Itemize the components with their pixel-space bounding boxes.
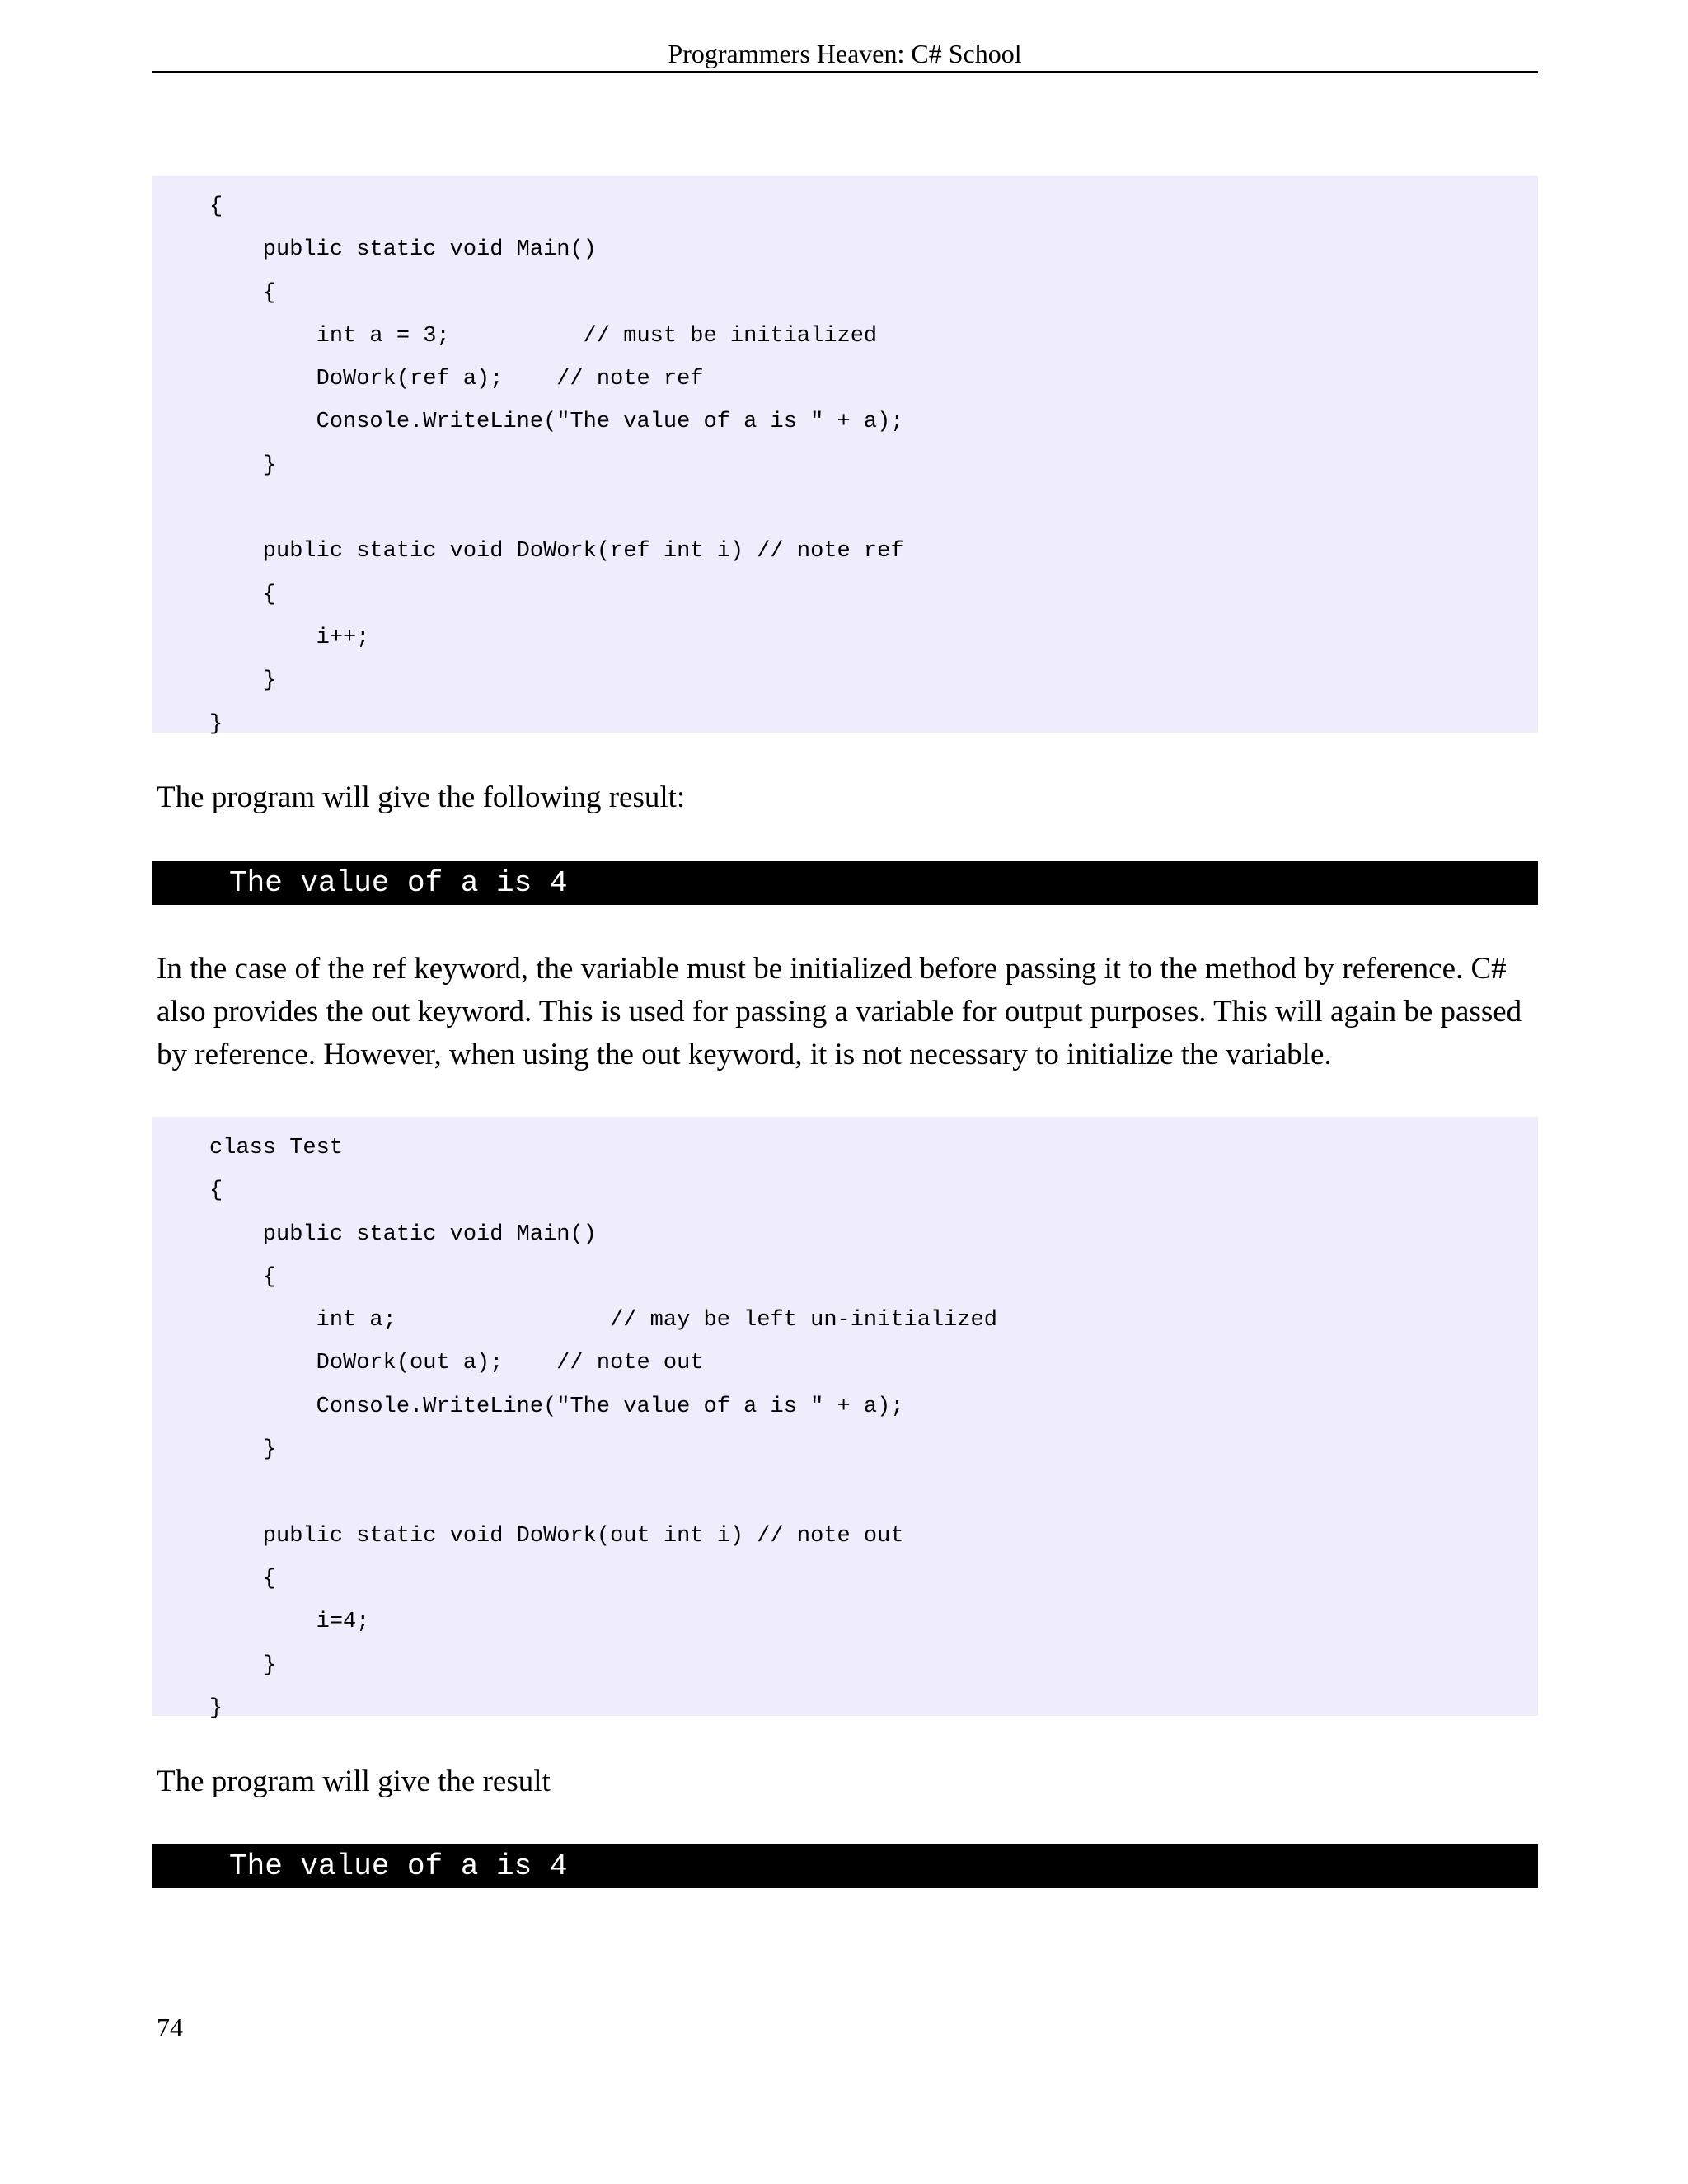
paragraph-result-intro: The program will give the following result: (157, 780, 686, 814)
paragraph-out-keyword: In the case of the ref keyword, the variable must be initialized before passing it to the method by reference. C# also provides the out keyword. This is used for passing a variable for output purposes. This will again be passed by reference. However, when using the out keyword, it is not necessary to initialize the variable. (157, 952, 1522, 1071)
code-line: } (209, 1652, 277, 1678)
code-line: public static void Main() (209, 237, 597, 263)
code-line (209, 487, 1538, 530)
code-line: { (209, 194, 223, 219)
code-line: { (209, 280, 277, 306)
code-line: public static void DoWork(out int i) // note out (209, 1523, 904, 1549)
code-line: DoWork(ref a); // note ref (209, 367, 704, 392)
code-line: public static void Main() (209, 1221, 597, 1247)
code-line: } (209, 1695, 223, 1721)
code-line: } (209, 452, 277, 478)
page-header: Programmers Heaven: C# School (152, 36, 1538, 73)
code-line: } (209, 1437, 277, 1463)
code-line: public static void DoWork(ref int i) // note ref (209, 539, 904, 565)
code-line: Console.WriteLine("The value of a is " + a); (209, 410, 904, 435)
code-line: } (209, 668, 277, 694)
code-line: { (209, 582, 277, 607)
code-line: { (209, 1264, 277, 1290)
code-line: } (209, 711, 223, 737)
code-line: i=4; (209, 1610, 370, 1635)
code-line: class Test (209, 1136, 344, 1160)
code-line (209, 1471, 1538, 1514)
code-line: { (209, 1179, 223, 1204)
code-line: int a = 3; // must be initialized (209, 323, 878, 349)
paragraph-result-intro-2: The program will give the result (157, 1765, 551, 1798)
page-number: 74 (157, 2013, 183, 2042)
code-block-out-example (152, 1117, 1538, 1721)
code-block-ref-example (152, 176, 1538, 737)
code-line: DoWork(out a); // note out (209, 1351, 704, 1376)
console-output-2: The value of a is 4 (152, 1844, 1538, 1888)
code-line: { (209, 1566, 277, 1591)
code-line: int a; // may be left un-initialized (209, 1308, 997, 1333)
code-line: i++; (209, 625, 370, 650)
code-line: Console.WriteLine("The value of a is " + a); (209, 1394, 904, 1419)
console-output-1: The value of a is 4 (152, 861, 1538, 905)
